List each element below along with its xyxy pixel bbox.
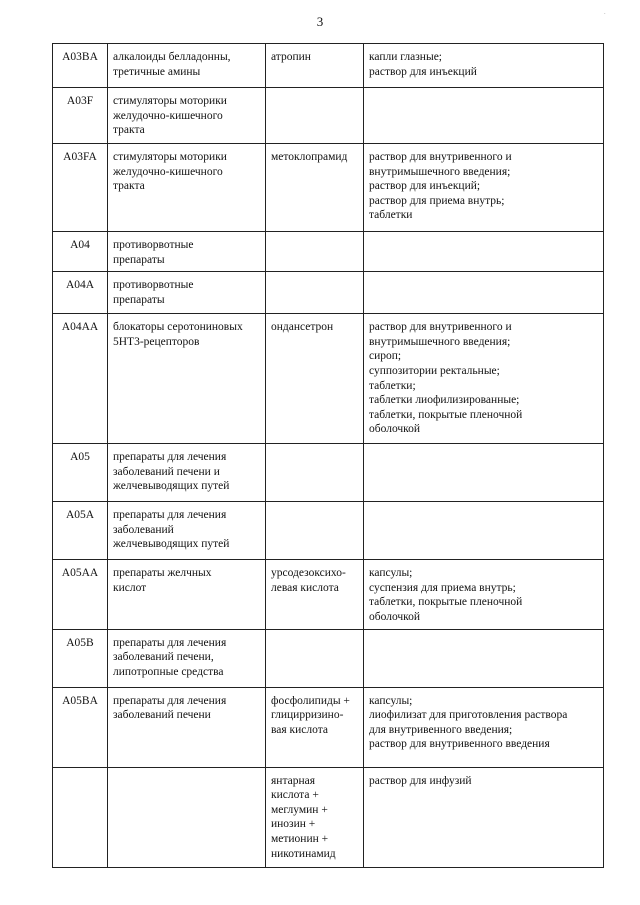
- atc-code-cell: A04: [53, 232, 108, 272]
- table-row: [53, 144, 604, 232]
- dosage-form-cell: [364, 629, 604, 687]
- pharmacological-group-cell: противорвотные препараты: [108, 272, 266, 314]
- drug-name-cell: метоклопрамид: [266, 144, 364, 232]
- dosage-form-cell: [364, 444, 604, 502]
- page-number: 3: [316, 14, 324, 29]
- drug-name-cell: янтарная кислота + меглумин + инозин + метионин + никотинамид: [266, 767, 364, 867]
- table-row: [53, 629, 604, 687]
- pharmacological-group-cell: препараты желчных кислот: [108, 560, 266, 629]
- table-row: [53, 88, 604, 144]
- drug-classification-table: [52, 43, 604, 868]
- pharmacological-group-cell: [108, 767, 266, 867]
- pharmacological-group-cell: препараты для лечения заболеваний печени и желчевыводящих путей: [108, 444, 266, 502]
- pharmacological-group-cell: противорвотные препараты: [108, 232, 266, 272]
- dosage-form-cell: раствор для внутривенного и внутримышечного введения; сироп; суппозитории ректальные; таблетки; таблетки лиофилизированные; таблетки, покрытые пленочной оболочкой: [364, 314, 604, 444]
- atc-code-cell: A03FA: [53, 144, 108, 232]
- table-row: [53, 687, 604, 767]
- dosage-form-cell: [364, 502, 604, 560]
- drug-name-cell: [266, 272, 364, 314]
- atc-code-cell: A05AA: [53, 560, 108, 629]
- dosage-form-cell: капсулы; лиофилизат для приготовления раствора для внутривенного введения; раствор для внутривенного введения: [364, 687, 604, 767]
- drug-name-cell: [266, 232, 364, 272]
- dosage-form-cell: [364, 88, 604, 144]
- drug-name-cell: [266, 502, 364, 560]
- dosage-form-cell: раствор для внутривенного и внутримышечного введения; раствор для инъекций; раствор для приема внутрь; таблетки: [364, 144, 604, 232]
- dosage-form-cell: капли глазные; раствор для инъекций: [364, 44, 604, 88]
- atc-code-cell: A03BA: [53, 44, 108, 88]
- table-row: [53, 444, 604, 502]
- drug-name-cell: атропин: [266, 44, 364, 88]
- drug-name-cell: [266, 88, 364, 144]
- table-row: [53, 232, 604, 272]
- drug-name-cell: фосфолипиды + глицирризино- вая кислота: [266, 687, 364, 767]
- atc-code-cell: A04AA: [53, 314, 108, 444]
- atc-code-cell: [53, 767, 108, 867]
- pharmacological-group-cell: препараты для лечения заболеваний желчевыводящих путей: [108, 502, 266, 560]
- atc-code-cell: A05: [53, 444, 108, 502]
- table-row: [53, 560, 604, 629]
- pharmacological-group-cell: блокаторы серотониновых 5HT3-рецепторов: [108, 314, 266, 444]
- table-row: [53, 767, 604, 867]
- table-row: [53, 272, 604, 314]
- table-row: [53, 314, 604, 444]
- pharmacological-group-cell: препараты для лечения заболеваний печени: [108, 687, 266, 767]
- drug-name-cell: ондансетрон: [266, 314, 364, 444]
- table-row: [53, 44, 604, 88]
- dosage-form-cell: раствор для инфузий: [364, 767, 604, 867]
- drug-name-cell: [266, 444, 364, 502]
- dosage-form-cell: [364, 272, 604, 314]
- atc-code-cell: A05A: [53, 502, 108, 560]
- dosage-form-cell: [364, 232, 604, 272]
- drug-name-cell: урсодезоксихо- левая кислота: [266, 560, 364, 629]
- atc-code-cell: A04A: [53, 272, 108, 314]
- drug-name-cell: [266, 629, 364, 687]
- atc-code-cell: A03F: [53, 88, 108, 144]
- pharmacological-group-cell: алкалоиды белладонны, третичные амины: [108, 44, 266, 88]
- corner-mark: ·: [603, 10, 606, 18]
- pharmacological-group-cell: стимуляторы моторики желудочно-кишечного тракта: [108, 88, 266, 144]
- atc-code-cell: A05BA: [53, 687, 108, 767]
- pharmacological-group-cell: препараты для лечения заболеваний печени, липотропные средства: [108, 629, 266, 687]
- table-row: [53, 502, 604, 560]
- dosage-form-cell: капсулы; суспензия для приема внутрь; таблетки, покрытые пленочной оболочкой: [364, 560, 604, 629]
- pharmacological-group-cell: стимуляторы моторики желудочно-кишечного тракта: [108, 144, 266, 232]
- atc-code-cell: A05B: [53, 629, 108, 687]
